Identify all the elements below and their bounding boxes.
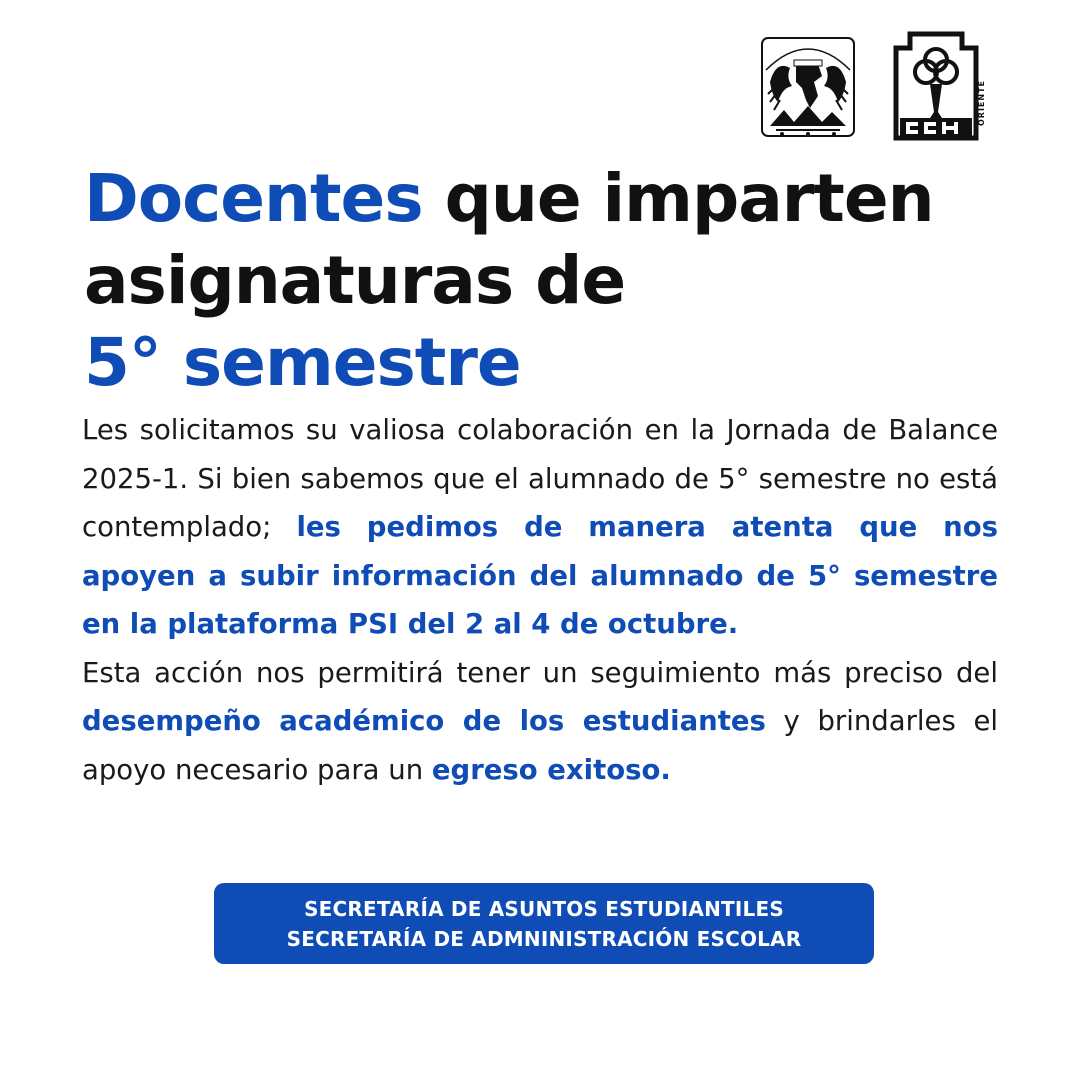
request-highlight: les pedimos de manera atenta que nos apoyen a subir información del alumnado de 5° semestre en la plataforma PSI del 2 al 4 de octubre. <box>82 511 998 640</box>
purpose-highlight-1: desempeño académico de los estudiantes <box>82 705 766 737</box>
purpose-text-2: y brindarles el apoyo necesario para un <box>82 705 999 786</box>
cch-campus-label: ORIENTE <box>977 79 986 126</box>
title-highlight: Docentes <box>84 160 423 237</box>
request-text: Les solicitamos su valiosa colaboración en la Jornada de Balance 2025-1. Si bien sabemos que el alumnado de 5° semestre no está contemplado; <box>82 414 998 543</box>
paragraph-purpose <box>82 649 998 795</box>
title-line1-rest: que imparten <box>422 160 934 237</box>
cch-tree-icon <box>890 28 990 144</box>
signature-line-1: SECRETARÍA DE ASUNTOS ESTUDIANTILES <box>304 896 784 921</box>
title-line3: 5° semestre <box>84 324 521 401</box>
logo-group <box>756 28 990 144</box>
announcement-body <box>82 406 998 794</box>
signature-line-2: SECRETARÍA DE ADMNINISTRACIÓN ESCOLAR <box>286 926 802 951</box>
unam-seal-icon <box>756 30 860 142</box>
page-title <box>84 158 1014 404</box>
purpose-highlight-2: egreso exitoso. <box>431 753 671 786</box>
signature-box <box>214 883 874 964</box>
purpose-text-1: Esta acción nos permitirá tener un seguimiento más preciso del <box>82 656 998 689</box>
paragraph-request <box>82 406 998 649</box>
title-line2: asignaturas de <box>84 242 626 319</box>
